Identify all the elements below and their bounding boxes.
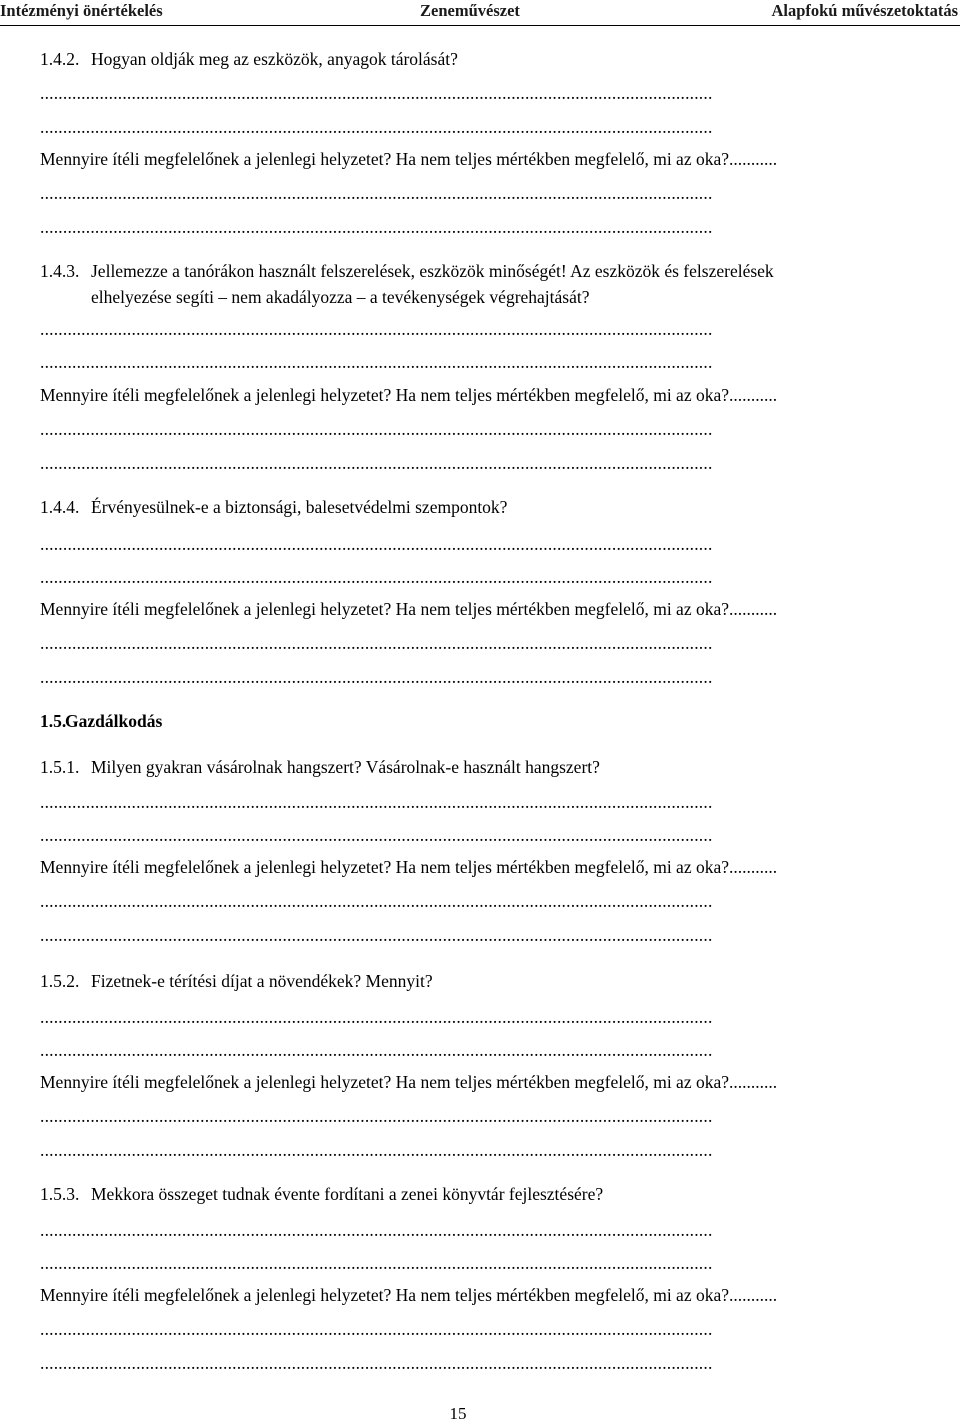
assessment-prompt: Mennyire ítéli megfelelőnek a jelenlegi helyzetet? Ha nem teljes mértékben megfelelő, mi az oka?........... — [40, 385, 778, 405]
question-text: Hogyan oldják meg az eszközök, anyagok tárolását? — [91, 49, 458, 69]
question-text: Érvényesülnek-e a biztonsági, balesetvédelmi szempontok? — [91, 497, 508, 517]
answer-line: ................................................................................................................................................... — [40, 453, 713, 473]
answer-line: ................................................................................................................................................... — [40, 1007, 713, 1027]
answer-line: ................................................................................................................................................... — [40, 1319, 713, 1339]
question-text: Milyen gyakran vásárolnak hangszert? Vásárolnak-e használt hangszert? — [91, 757, 600, 777]
question-text: Fizetnek-e térítési díjat a növendékek? Mennyit? — [91, 971, 433, 991]
answer-line: ................................................................................................................................................... — [40, 117, 713, 137]
assessment-prompt: Mennyire ítéli megfelelőnek a jelenlegi helyzetet? Ha nem teljes mértékben megfelelő, mi az oka?........... — [40, 599, 778, 619]
question-number: 1.5.3. — [40, 1184, 80, 1204]
answer-line: ................................................................................................................................................... — [40, 925, 713, 945]
assessment-prompt: Mennyire ítéli megfelelőnek a jelenlegi helyzetet? Ha nem teljes mértékben megfelelő, mi az oka?........... — [40, 857, 778, 877]
page-number: 15 — [449, 1404, 467, 1423]
assessment-prompt: Mennyire ítéli megfelelőnek a jelenlegi helyzetet? Ha nem teljes mértékben megfelelő, mi az oka?........... — [40, 149, 778, 169]
question-text: Jellemezze a tanórákon használt felszerelések, eszközök minőségét! Az eszközök és felszerelések — [91, 261, 774, 281]
answer-line: ................................................................................................................................................... — [40, 217, 713, 237]
answer-line: ................................................................................................................................................... — [40, 1140, 713, 1160]
answer-line: ................................................................................................................................................... — [40, 1106, 713, 1126]
answer-line: ................................................................................................................................................... — [40, 667, 713, 687]
header-center: Zeneművészet — [420, 1, 520, 20]
answer-line: ................................................................................................................................................... — [40, 352, 713, 372]
header-rule — [0, 25, 960, 26]
question-number: 1.4.3. — [40, 261, 80, 281]
answer-line: ................................................................................................................................................... — [40, 1220, 713, 1240]
section-title: Gazdálkodás — [65, 711, 163, 731]
answer-line: ................................................................................................................................................... — [40, 825, 713, 845]
answer-line: ................................................................................................................................................... — [40, 1353, 713, 1373]
answer-line: ................................................................................................................................................... — [40, 319, 713, 339]
assessment-prompt: Mennyire ítéli megfelelőnek a jelenlegi helyzetet? Ha nem teljes mértékben megfelelő, mi az oka?........... — [40, 1072, 778, 1092]
question-number: 1.5.2. — [40, 971, 80, 991]
question-number: 1.4.4. — [40, 497, 80, 517]
answer-line: ................................................................................................................................................... — [40, 183, 713, 203]
page-header — [0, 0, 960, 26]
header-right: Alapfokú művészetoktatás — [771, 1, 958, 20]
answer-line: ................................................................................................................................................... — [40, 891, 713, 911]
question-text: elhelyezése segíti – nem akadályozza – a tevékenységek végrehajtását? — [91, 287, 590, 307]
answer-line: ................................................................................................................................................... — [40, 1253, 713, 1273]
answer-line: ................................................................................................................................................... — [40, 83, 713, 103]
answer-line: ................................................................................................................................................... — [40, 567, 713, 587]
answer-line: ................................................................................................................................................... — [40, 1040, 713, 1060]
header-left: Intézményi önértékelés — [0, 1, 163, 20]
answer-line: ................................................................................................................................................... — [40, 792, 713, 812]
answer-line: ................................................................................................................................................... — [40, 419, 713, 439]
answer-line: ................................................................................................................................................... — [40, 633, 713, 653]
question-number: 1.4.2. — [40, 49, 80, 69]
section-number: 1.5. — [40, 711, 67, 731]
assessment-prompt: Mennyire ítéli megfelelőnek a jelenlegi helyzetet? Ha nem teljes mértékben megfelelő, mi az oka?........... — [40, 1285, 778, 1305]
question-text: Mekkora összeget tudnak évente fordítani a zenei könyvtár fejlesztésére? — [91, 1184, 604, 1204]
answer-line: ................................................................................................................................................... — [40, 534, 713, 554]
question-number: 1.5.1. — [40, 757, 80, 777]
